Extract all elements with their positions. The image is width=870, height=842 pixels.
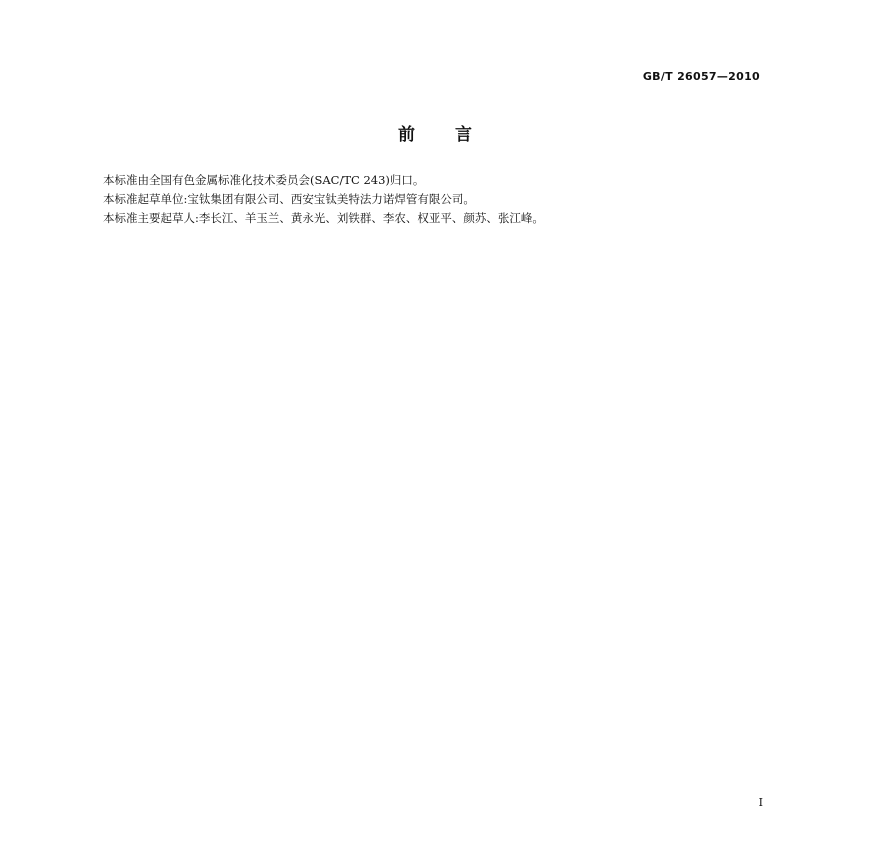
standard-code: GB/T 26057—2010 [642, 70, 760, 83]
page-title: 前言 [398, 125, 512, 145]
paragraph-drafters: 本标准主要起草人:李长江、羊玉兰、黄永光、刘铁群、李农、权亚平、颜苏、张江峰。 [103, 211, 544, 225]
paragraph-drafting-units: 本标准起草单位:宝钛集团有限公司、西安宝钛美特法力诺焊管有限公司。 [103, 192, 475, 206]
page-number: I [758, 796, 763, 809]
paragraph-responsible-committee: 本标准由全国有色金属标准化技术委员会(SAC/TC 243)归口。 [103, 173, 425, 187]
foreword-body [103, 171, 743, 228]
